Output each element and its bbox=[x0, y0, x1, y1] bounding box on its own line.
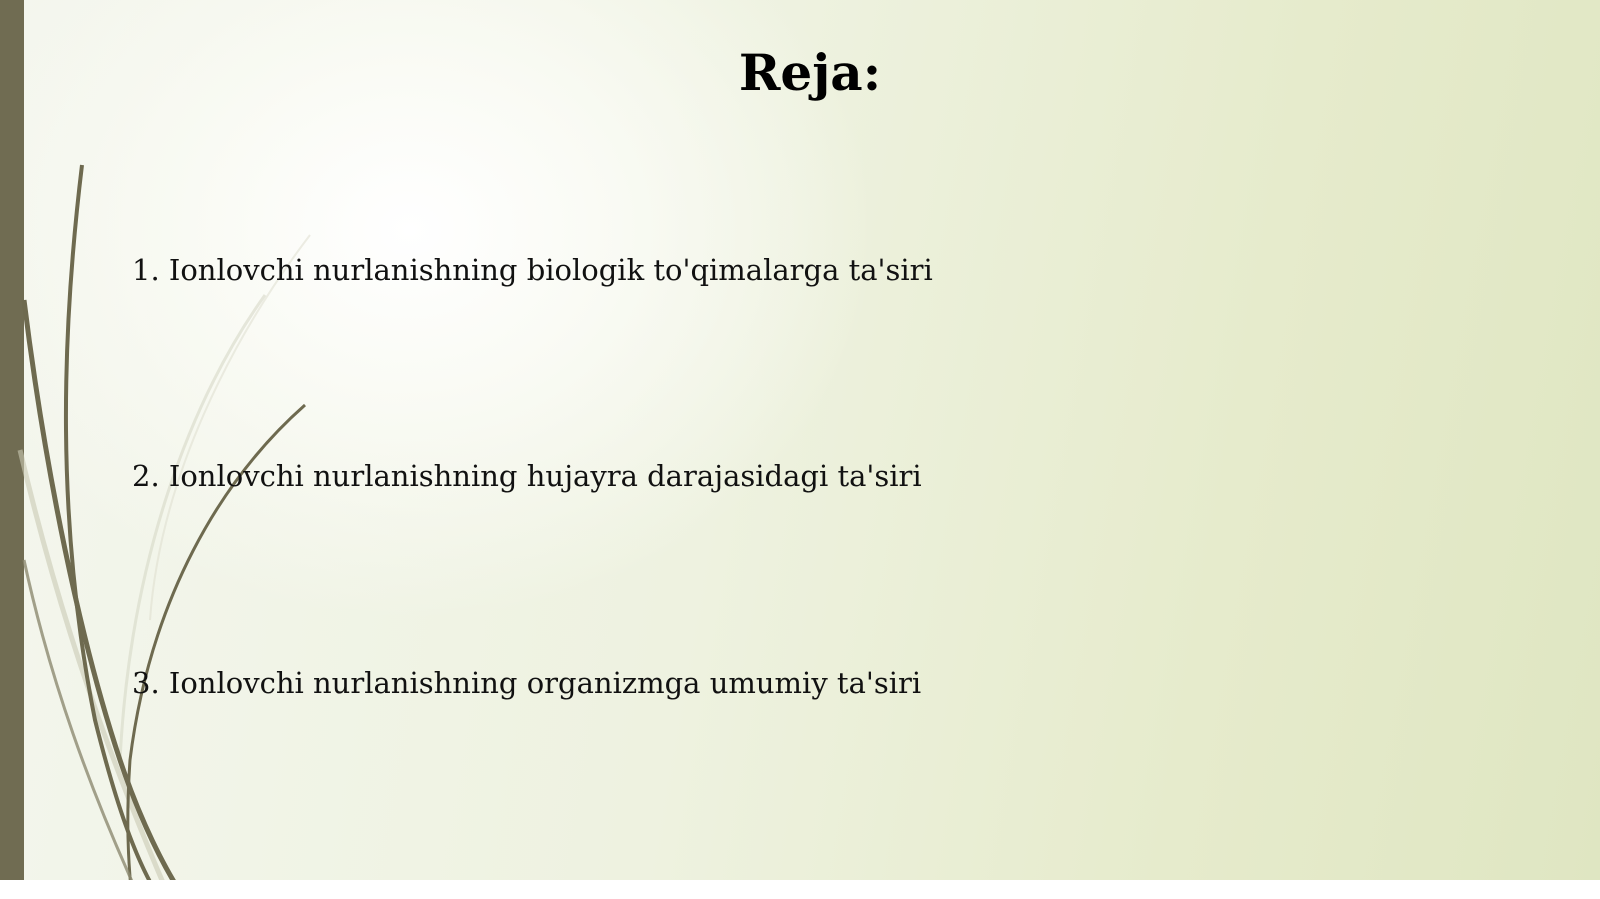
plan-item-3: 3. Ionlovchi nurlanishning organizmga umumiy ta'siri bbox=[132, 666, 922, 700]
grass-blades-icon bbox=[0, 0, 360, 899]
plan-item-2: 2. Ionlovchi nurlanishning hujayra darajasidagi ta'siri bbox=[132, 459, 922, 493]
plan-item-1: 1. Ionlovchi nurlanishning biologik to'qimalarga ta'siri bbox=[132, 253, 933, 287]
bottom-edge bbox=[0, 880, 1600, 899]
slide-title: Reja: bbox=[738, 43, 882, 102]
